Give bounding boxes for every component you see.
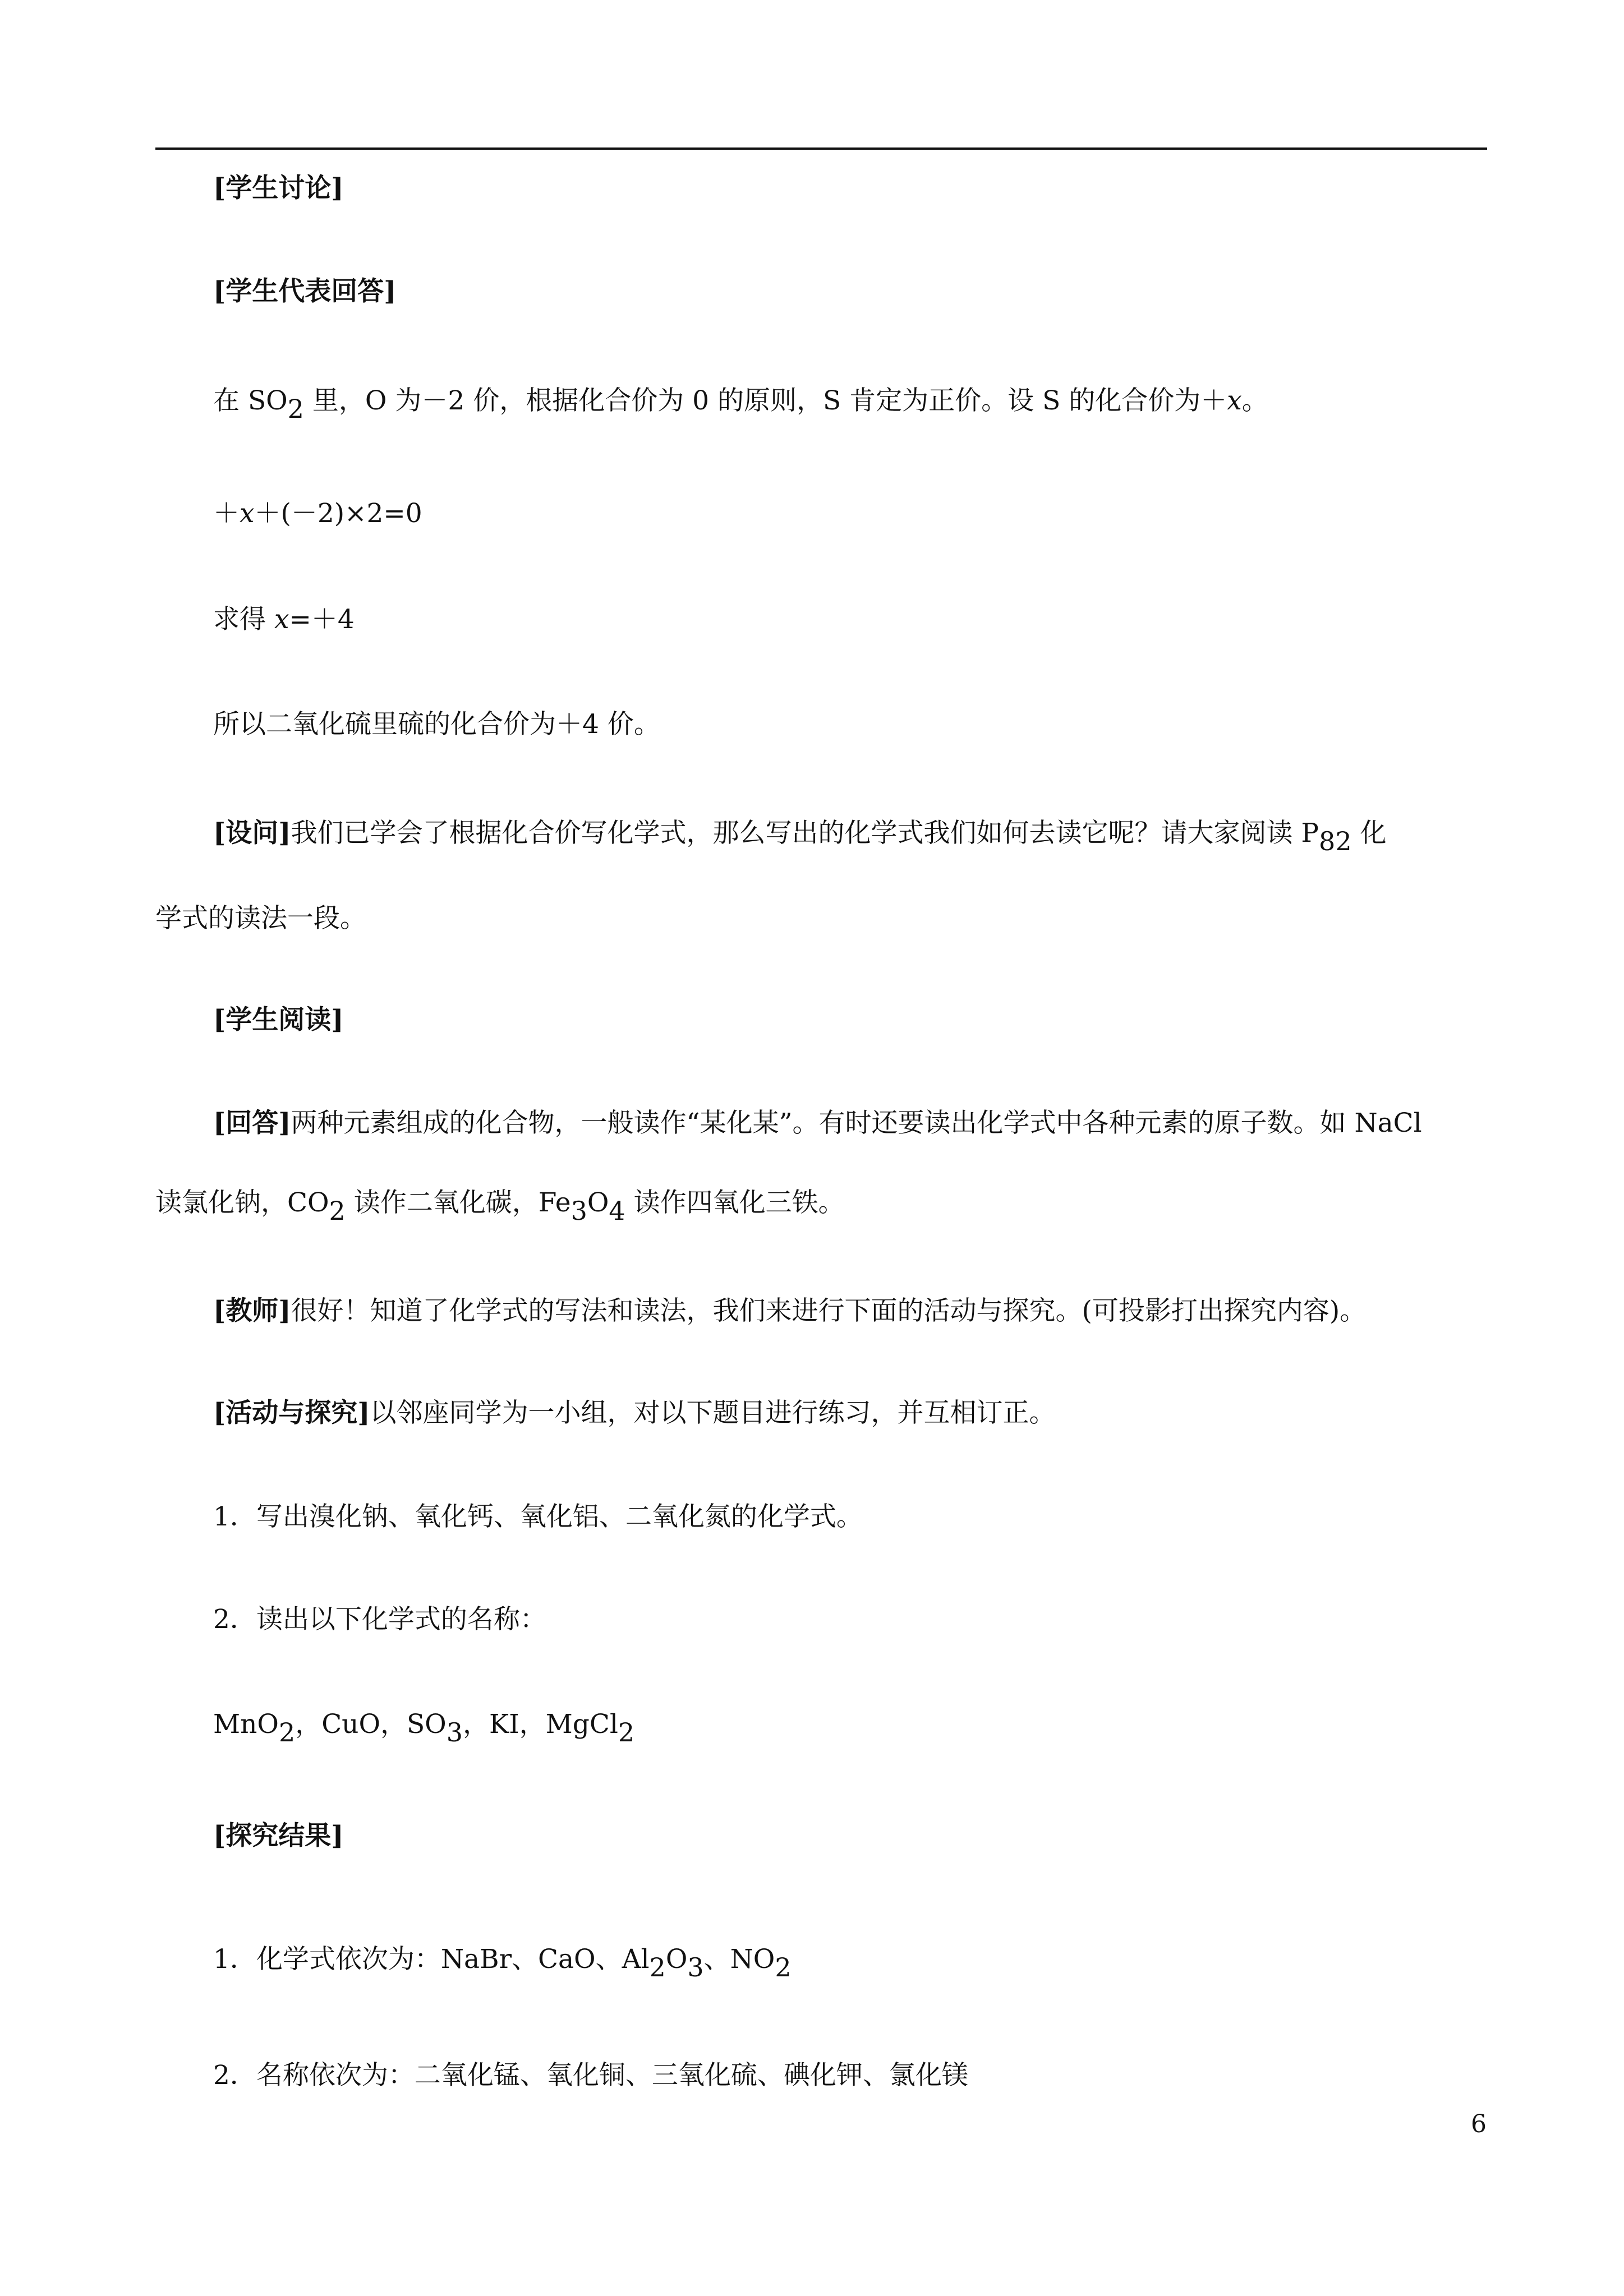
conclusion-line: 所以二氧化硫里硫的化合价为＋4 价。 [213,709,660,740]
paragraph-so2-valence: 在 $SO_2$ 里，O 为－2 价，根据化合价为 0 的原则，S 肯定为正价。设 S 的化合价为＋x。 [213,385,1268,424]
result-item-2: 2．名称依次为：二氧化锰、氧化铜、三氧化硫、碘化钾、氯化镁 [213,2060,968,2091]
paragraph-question-cont: 学式的读法一段。 [155,903,366,934]
paragraph-activity: [活动与探究]以邻座同学为一小组，对以下题目进行练习，并互相订正。 [213,1398,1056,1428]
section-heading-student-reading: [学生阅读] [213,1004,344,1035]
section-heading-results: [探究结果] [213,1820,344,1851]
formula-list: MnO$_2$，CuO，$SO_3$，KI，MgCl$_2$ [213,1709,635,1748]
page-number: 6 [1471,2110,1487,2138]
result-item-1: 1．化学式依次为：NaBr、CaO、$Al_2O_3$、$NO_2$ [213,1944,792,1983]
section-heading-student-discussion: [学生讨论] [213,173,344,204]
exercise-item-1: 1．写出溴化钠、氧化钙、氧化铝、二氧化氮的化学式。 [213,1501,863,1532]
solution-line: 求得 x=＋4 [213,604,355,635]
paragraph-answer: [回答]两种元素组成的化合物，一般读作“某化某”。有时还要读出化学式中各种元素的原子数。如 NaCl [213,1108,1422,1138]
header-rule [155,147,1487,150]
paragraph-teacher: [教师]很好！知道了化学式的写法和读法，我们来进行下面的活动与探究。(可投影打出探究内容)。 [213,1295,1367,1326]
paragraph-question: [设问]我们已学会了根据化合价写化学式，那么写出的化学式我们如何去读它呢？请大家阅读 $P_{82}$ 化 [213,818,1387,856]
equation-line: ＋x＋(－2)×2=0 [213,498,422,529]
paragraph-answer-cont: 读氯化钠，$CO_2$ 读作二氧化碳，$Fe_3O_4$ 读作四氧化三铁。 [155,1187,845,1226]
exercise-item-2: 2．读出以下化学式的名称： [213,1604,546,1635]
section-heading-student-answer: [学生代表回答] [213,276,397,307]
